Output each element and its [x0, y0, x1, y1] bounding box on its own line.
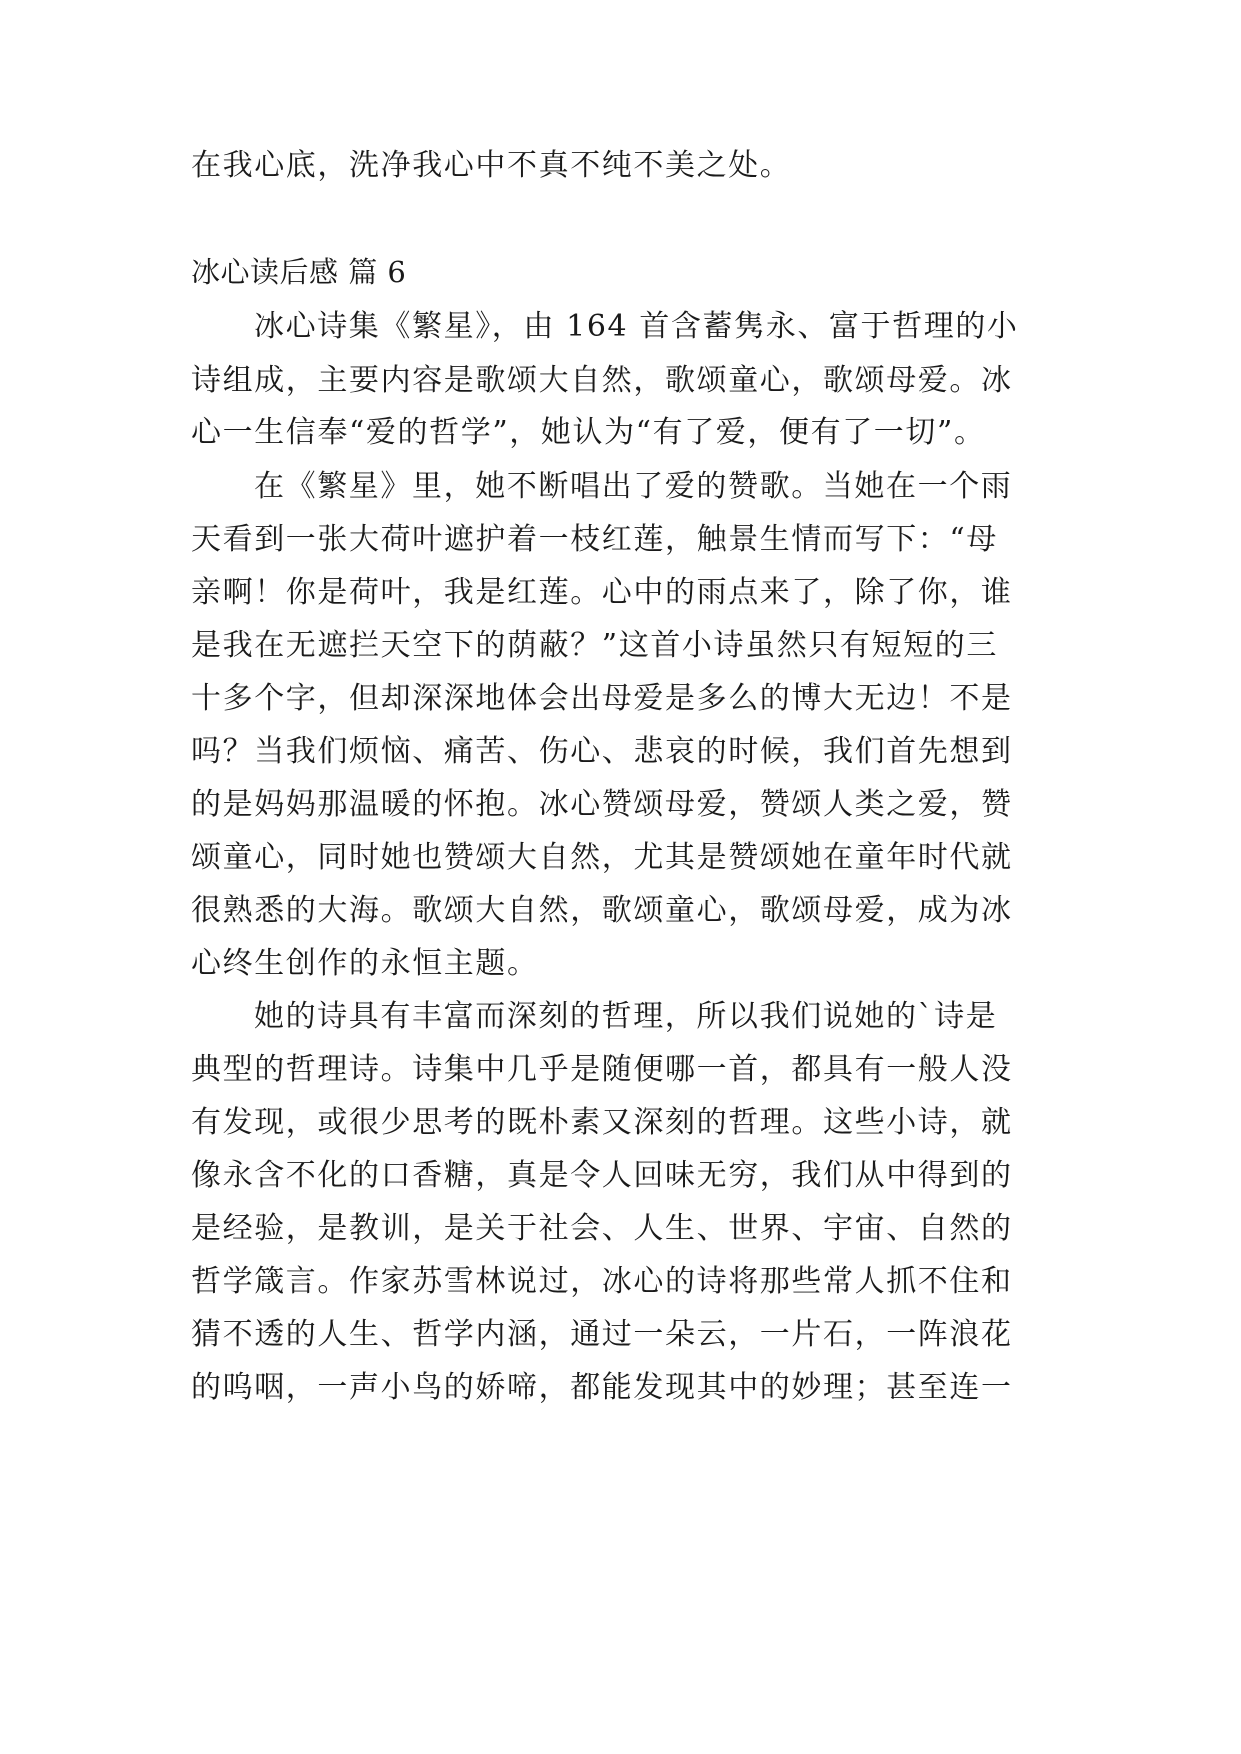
paragraph-3-line-2: 典型的哲理诗。诗集中几乎是随便哪一首，都具有一般人没 — [191, 1052, 1013, 1087]
paragraph-3-line-6: 哲学箴言。作家苏雪林说过，冰心的诗将那些常人抓不住和 — [191, 1264, 1013, 1299]
paragraph-2-line-9: 很熟悉的大海。歌颂大自然，歌颂童心，歌颂母爱，成为冰 — [191, 893, 1013, 928]
paragraph-2-line-1: 在《繁星》里，她不断唱出了爱的赞歌。当她在一个雨 — [254, 469, 1013, 504]
paragraph-3-line-8: 的呜咽，一声小鸟的娇啼，都能发现其中的妙理；甚至连一 — [191, 1370, 1013, 1405]
paragraph-1-line-2: 诗组成，主要内容是歌颂大自然，歌颂童心，歌颂母爱。冰 — [191, 363, 1013, 398]
paragraph-3-line-7: 猜不透的人生、哲学内涵，通过一朵云，一片石，一阵浪花 — [191, 1317, 1013, 1352]
paragraph-2-line-2: 天看到一张大荷叶遮护着一枝红莲，触景生情而写下：“母 — [191, 522, 998, 557]
paragraph-3-line-5: 是经验，是教训，是关于社会、人生、世界、宇宙、自然的 — [191, 1211, 1013, 1246]
paragraph-2-line-10: 心终生创作的永恒主题。 — [191, 946, 539, 981]
paragraph-3-line-1: 她的诗具有丰富而深刻的哲理，所以我们说她的`诗是 — [254, 999, 998, 1034]
paragraph-2-line-5: 十多个字，但却深深地体会出母爱是多么的博大无边！不是 — [191, 681, 1013, 716]
paragraph-2-line-8: 颂童心，同时她也赞颂大自然，尤其是赞颂她在童年时代就 — [191, 840, 1013, 875]
section-title: 冰心读后感 篇 6 — [191, 255, 407, 289]
paragraph-3-line-4: 像永含不化的口香糖，真是令人回味无穷，我们从中得到的 — [191, 1158, 1013, 1193]
paragraph-2-line-4: 是我在无遮拦天空下的荫蔽？”这首小诗虽然只有短短的三 — [191, 628, 998, 663]
paragraph-1-line-3: 心一生信奉“爱的哲学”，她认为“有了爱，便有了一切”。 — [191, 415, 986, 450]
paragraph-2-line-7: 的是妈妈那温暖的怀抱。冰心赞颂母爱，赞颂人类之爱，赞 — [191, 787, 1013, 822]
paragraph-3-line-3: 有发现，或很少思考的既朴素又深刻的哲理。这些小诗，就 — [191, 1105, 1013, 1140]
paragraph-2-line-3: 亲啊！你是荷叶，我是红莲。心中的雨点来了，除了你，谁 — [191, 575, 1013, 610]
carry-over-line: 在我心底，洗净我心中不真不纯不美之处。 — [191, 148, 792, 183]
paragraph-2-line-6: 吗？当我们烦恼、痛苦、伤心、悲哀的时候，我们首先想到 — [191, 734, 1013, 769]
paragraph-1-line-1: 冰心诗集《繁星》，由 164 首含蓄隽永、富于哲理的小 — [254, 309, 1019, 344]
